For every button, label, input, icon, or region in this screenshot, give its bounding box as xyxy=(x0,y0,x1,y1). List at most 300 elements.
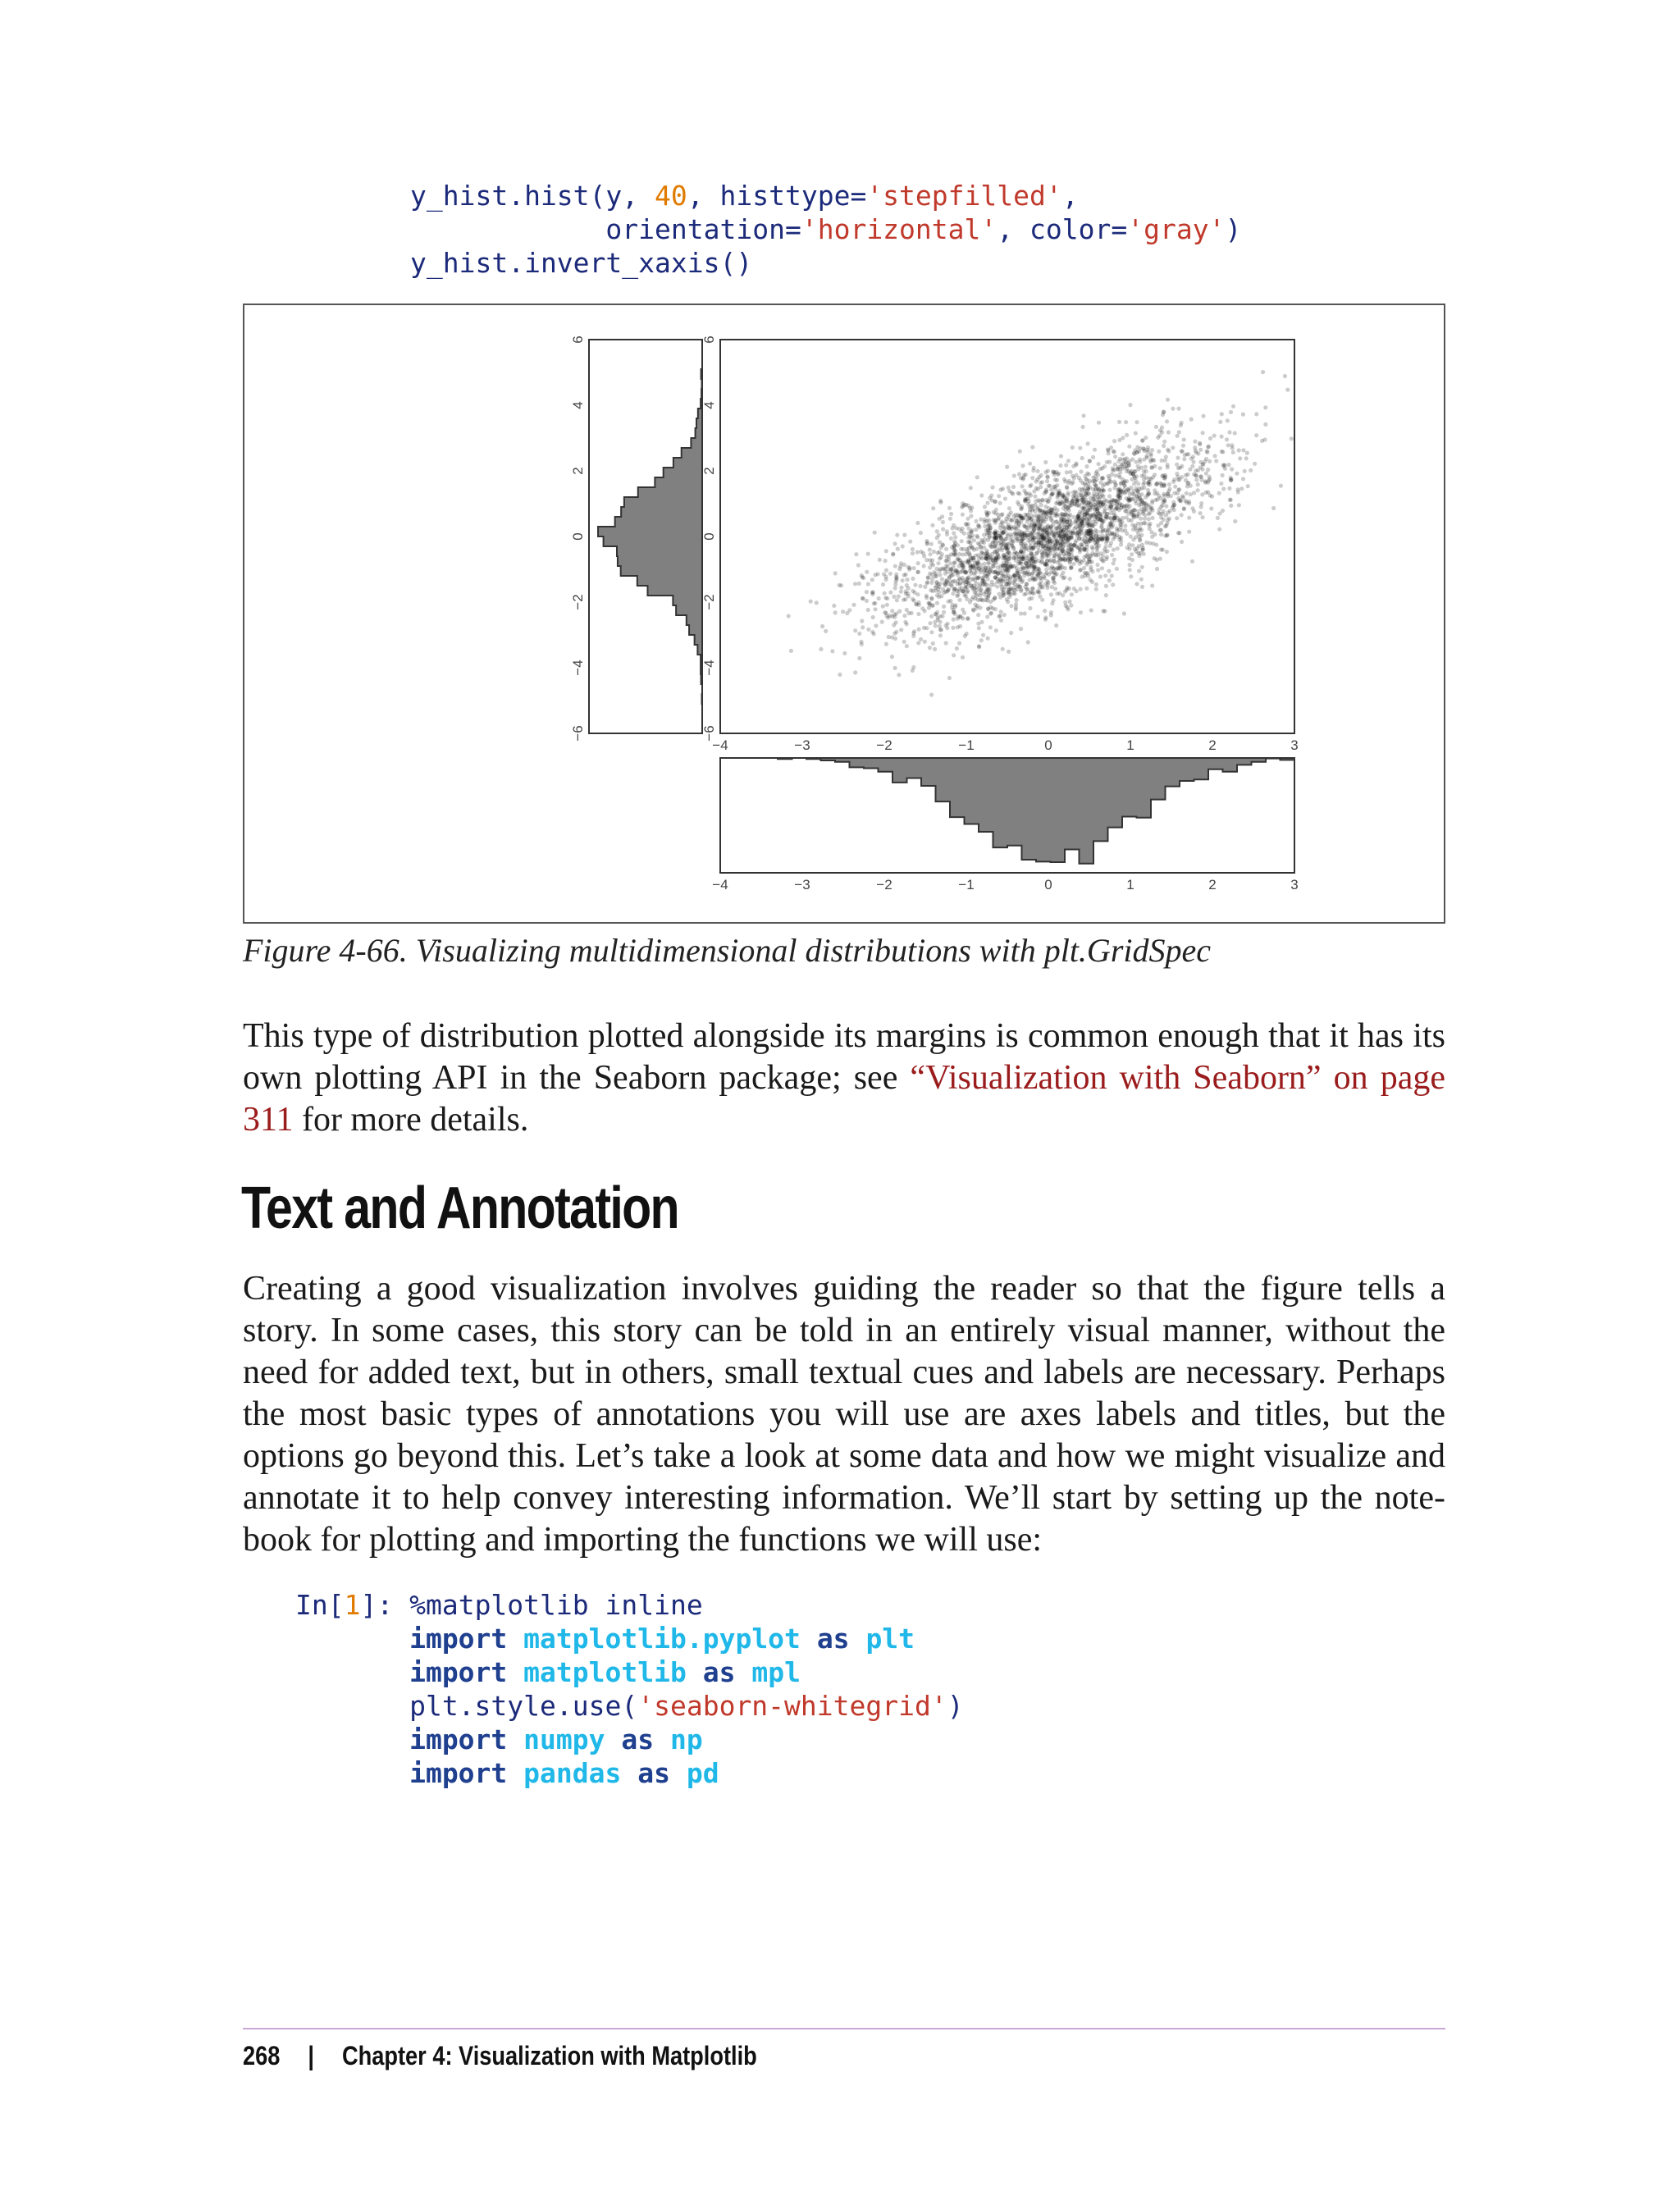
scatter-point xyxy=(1110,508,1114,512)
scatter-point xyxy=(947,600,951,604)
scatter-point xyxy=(998,568,1002,573)
scatter-point xyxy=(1058,463,1062,468)
scatter-point xyxy=(1044,535,1048,539)
scatter-point xyxy=(1089,503,1093,507)
scatter-point xyxy=(1008,537,1012,541)
scatter-point xyxy=(1049,610,1053,614)
scatter-point xyxy=(982,592,986,596)
scatter-point xyxy=(971,595,975,599)
scatter-point xyxy=(1103,573,1107,578)
scatter-point xyxy=(1084,554,1089,558)
scatter-point xyxy=(1122,611,1126,615)
scatter-point xyxy=(1116,518,1121,523)
scatter-point xyxy=(952,612,956,616)
scatter-point xyxy=(1161,548,1165,552)
scatter-point xyxy=(1012,564,1016,568)
scatter-point xyxy=(1078,547,1082,551)
scatter-panel xyxy=(701,336,1358,753)
scatter-point xyxy=(1070,553,1074,557)
scatter-point xyxy=(953,605,957,609)
scatter-point xyxy=(1198,475,1203,479)
scatter-point xyxy=(1032,519,1036,523)
y-tick-label: 0 xyxy=(570,532,586,541)
scatter-point xyxy=(1089,568,1093,572)
code-indent xyxy=(295,1690,409,1722)
scatter-point xyxy=(1001,647,1005,651)
scatter-point xyxy=(994,628,998,632)
scatter-point xyxy=(1145,455,1149,459)
scatter-point xyxy=(1089,555,1093,559)
scatter-point xyxy=(959,547,963,551)
scatter-point xyxy=(1015,598,1019,602)
scatter-point xyxy=(833,571,838,575)
scatter-point xyxy=(1104,593,1108,597)
scatter-point xyxy=(1128,546,1132,550)
scatter-point xyxy=(892,632,897,636)
scatter-point xyxy=(1143,517,1147,521)
scatter-point xyxy=(1043,531,1047,535)
scatter-point xyxy=(1036,573,1040,577)
scatter-point xyxy=(1157,433,1162,437)
scatter-point xyxy=(1180,450,1185,454)
scatter-point xyxy=(1053,506,1057,510)
scatter-point xyxy=(1082,559,1086,563)
scatter-point xyxy=(884,568,888,573)
scatter-point xyxy=(1112,439,1116,443)
scatter-point xyxy=(1200,468,1204,472)
scatter-point xyxy=(969,541,973,545)
scatter-point xyxy=(1153,532,1157,536)
scatter-point xyxy=(1124,420,1128,424)
scatter-point xyxy=(1189,484,1193,488)
scatter-point xyxy=(1239,486,1244,491)
scatter-point xyxy=(1263,422,1267,427)
scatter-point xyxy=(1112,480,1116,484)
scatter-point xyxy=(885,596,889,600)
scatter-point xyxy=(819,647,823,651)
scatter-point xyxy=(1098,481,1102,485)
scatter-point xyxy=(971,577,975,581)
scatter-point xyxy=(1095,529,1099,533)
scatter-point xyxy=(1079,587,1083,591)
scatter-point xyxy=(820,624,824,628)
scatter-point xyxy=(1109,541,1113,545)
scatter-point xyxy=(888,591,892,595)
scatter-point xyxy=(1228,498,1232,502)
scatter-point xyxy=(1074,463,1078,467)
scatter-point xyxy=(992,510,996,514)
scatter-point xyxy=(1206,445,1210,450)
scatter-point xyxy=(923,640,927,644)
scatter-point xyxy=(1065,470,1069,474)
scatter-point xyxy=(1139,517,1143,521)
scatter-point xyxy=(955,594,959,598)
scatter-point xyxy=(1063,558,1067,562)
scatter-point xyxy=(1100,534,1104,538)
code-keyword: as xyxy=(621,1723,655,1755)
scatter-point xyxy=(890,614,894,619)
scatter-point xyxy=(979,597,984,601)
y-tick-label: −6 xyxy=(570,725,586,742)
scatter-point xyxy=(1171,445,1175,450)
scatter-point xyxy=(1150,448,1154,452)
scatter-point xyxy=(921,551,925,555)
scatter-point xyxy=(1172,491,1176,495)
scatter-point xyxy=(947,506,952,510)
scatter-point xyxy=(1052,575,1056,579)
scatter-point xyxy=(929,630,934,634)
scatter-point xyxy=(970,505,974,509)
scatter-point xyxy=(1030,476,1034,480)
scatter-point xyxy=(913,583,917,587)
scatter-point xyxy=(1080,456,1084,460)
scatter-point xyxy=(902,563,906,567)
scatter-point xyxy=(957,641,961,646)
scatter-point xyxy=(1016,502,1020,506)
scatter-point xyxy=(886,615,890,619)
scatter-point xyxy=(1046,525,1050,529)
scatter-point xyxy=(914,602,918,606)
scatter-point xyxy=(1055,572,1059,576)
scatter-point xyxy=(1139,522,1143,526)
scatter-point xyxy=(1027,597,1031,601)
scatter-point xyxy=(1166,494,1170,498)
scatter-point xyxy=(983,504,987,509)
code-prompt-number: 1 xyxy=(344,1589,361,1621)
scatter-point xyxy=(966,616,970,620)
scatter-point xyxy=(1190,559,1194,564)
scatter-point xyxy=(1121,452,1125,456)
scatter-point xyxy=(1199,501,1203,505)
scatter-point xyxy=(1044,568,1048,572)
paragraph-text: for more details. xyxy=(293,1101,529,1139)
seaborn-cross-reference-link[interactable]: “Visualization with Seaborn” on page 311 xyxy=(243,1059,1445,1139)
scatter-point xyxy=(1045,479,1049,483)
scatter-point xyxy=(1181,444,1185,448)
scatter-point xyxy=(974,554,978,558)
scatter-point xyxy=(957,598,961,602)
scatter-point xyxy=(1016,532,1020,536)
scatter-point xyxy=(1204,491,1208,495)
scatter-point xyxy=(1043,615,1048,619)
scatter-point xyxy=(949,536,953,541)
scatter-point xyxy=(1226,443,1230,447)
scatter-point xyxy=(1155,567,1159,571)
scatter-point xyxy=(1111,582,1115,587)
scatter-point xyxy=(1233,431,1237,435)
code-module: numpy xyxy=(523,1723,605,1755)
code-string: 'stepfilled' xyxy=(866,180,1062,212)
scatter-point xyxy=(998,526,1002,530)
scatter-point xyxy=(1194,473,1198,477)
scatter-point xyxy=(1051,519,1055,523)
scatter-point xyxy=(1185,491,1189,495)
scatter-point xyxy=(1115,567,1119,571)
scatter-point xyxy=(979,570,983,574)
scatter-point xyxy=(1068,542,1072,546)
scatter-point xyxy=(1128,568,1132,572)
scatter-point xyxy=(928,572,932,576)
scatter-point xyxy=(911,634,915,638)
scatter-point xyxy=(917,628,921,632)
code-prompt: In[ xyxy=(295,1589,345,1621)
scatter-point xyxy=(1031,468,1035,472)
scatter-point xyxy=(1110,573,1114,578)
scatter-point xyxy=(1254,412,1258,416)
scatter-point xyxy=(896,547,900,551)
scatter-point xyxy=(1193,440,1197,444)
scatter-point xyxy=(991,486,995,490)
scatter-point xyxy=(994,555,998,559)
scatter-point xyxy=(1098,467,1102,471)
scatter-point xyxy=(1048,484,1052,488)
scatter-point xyxy=(1139,578,1144,582)
scatter-point xyxy=(995,585,999,589)
scatter-point xyxy=(1196,488,1200,492)
scatter-point xyxy=(1012,473,1016,477)
scatter-point xyxy=(1107,494,1112,498)
scatter-point xyxy=(1028,509,1032,514)
scatter-point xyxy=(902,533,906,537)
scatter-point xyxy=(861,625,865,629)
scatter-point xyxy=(934,623,938,628)
scatter-point xyxy=(1026,640,1030,644)
scatter-point xyxy=(865,570,869,574)
y-histogram-steps xyxy=(598,340,702,733)
scatter-point xyxy=(1116,465,1121,469)
scatter-point xyxy=(1144,476,1148,480)
scatter-point xyxy=(942,610,946,614)
scatter-point xyxy=(884,642,888,646)
scatter-point xyxy=(924,581,929,585)
scatter-point xyxy=(1096,511,1100,515)
scatter-point xyxy=(1019,559,1023,564)
scatter-point xyxy=(1091,455,1095,459)
scatter-point xyxy=(993,521,998,525)
scatter-point xyxy=(1020,578,1025,582)
paragraph-annotation-intro: Creating a good visualization involves guiding the reader so that the figure tells a story. In some cases, this story can be told in an entirely visual manner, without the need for added text, but in others, small textual cues and labels are necessary. Perhaps the most basic types of annotations you will use are axes labels and titles, but the options go beyond this. Let’s take a look at some data and how we might visualize and annotate it to help convey interesting information. We’ll start by setting up the notebook for plotting and importing the functions we will use: xyxy=(243,1270,1445,1559)
scatter-point xyxy=(940,577,944,581)
scatter-point xyxy=(976,598,980,602)
scatter-point xyxy=(1003,555,1007,559)
scatter-point xyxy=(1230,443,1234,447)
scatter-point xyxy=(1054,530,1058,534)
scatter-point xyxy=(936,561,940,565)
scatter-point xyxy=(998,534,1002,538)
scatter-point xyxy=(1123,465,1127,469)
scatter-point xyxy=(963,585,967,589)
x-tick-label: 0 xyxy=(1044,737,1052,753)
scatter-point xyxy=(1076,499,1080,503)
scatter-point xyxy=(998,546,1002,550)
scatter-point xyxy=(1229,476,1233,480)
scatter-point xyxy=(1176,456,1180,460)
scatter-point xyxy=(1205,450,1209,454)
scatter-point xyxy=(953,552,957,556)
scatter-point xyxy=(966,581,970,585)
scatter-point xyxy=(952,560,956,564)
scatter-point xyxy=(934,588,938,592)
footer-separator: | xyxy=(308,2041,314,2070)
scatter-point xyxy=(1133,509,1137,513)
scatter-point xyxy=(1182,437,1186,441)
scatter-point xyxy=(1129,534,1133,538)
scatter-point xyxy=(1226,418,1230,422)
scatter-point xyxy=(905,608,909,612)
scatter-point xyxy=(943,623,947,628)
scatter-point xyxy=(968,554,972,558)
scatter-point xyxy=(1094,582,1098,587)
scatter-point xyxy=(1285,388,1290,392)
scatter-point xyxy=(1140,565,1144,569)
scatter-point xyxy=(870,578,874,582)
scatter-point xyxy=(936,616,940,620)
scatter-point xyxy=(915,592,920,596)
scatter-point xyxy=(1005,532,1009,536)
code-prompt: ]: xyxy=(360,1589,410,1621)
scatter-point xyxy=(1171,407,1175,411)
scatter-point xyxy=(1122,487,1126,491)
scatter-point xyxy=(1144,465,1148,469)
scatter-point xyxy=(1166,463,1170,467)
scatter-point xyxy=(934,612,938,616)
scatter-point xyxy=(897,567,902,571)
scatter-point xyxy=(929,542,934,546)
scatter-point xyxy=(1112,516,1116,520)
scatter-point xyxy=(1217,527,1221,532)
scatter-point xyxy=(1062,575,1066,579)
scatter-points xyxy=(787,370,1358,697)
scatter-point xyxy=(1010,491,1014,495)
scatter-point xyxy=(1007,587,1011,591)
scatter-point xyxy=(952,540,956,544)
scatter-point xyxy=(1116,494,1120,498)
scatter-point xyxy=(947,587,951,591)
scatter-point xyxy=(1011,546,1016,550)
scatter-point xyxy=(1187,530,1191,534)
y-tick-label: 2 xyxy=(701,467,717,475)
x-tick-label: −1 xyxy=(958,877,975,892)
scatter-point xyxy=(865,599,869,603)
scatter-point xyxy=(1057,591,1061,596)
scatter-point xyxy=(1019,589,1023,593)
scatter-point xyxy=(1129,486,1133,490)
scatter-point xyxy=(1011,485,1016,489)
x-histogram-steps xyxy=(720,758,1294,864)
scatter-point xyxy=(1142,509,1146,513)
scatter-point xyxy=(957,527,961,531)
scatter-point xyxy=(980,551,984,555)
scatter-point xyxy=(1162,509,1166,514)
scatter-point xyxy=(999,619,1003,623)
scatter-point xyxy=(1100,521,1104,525)
code-keyword: import xyxy=(409,1723,508,1755)
scatter-point xyxy=(866,608,870,612)
scatter-point xyxy=(925,542,929,546)
scatter-point xyxy=(1261,370,1265,374)
scatter-point xyxy=(944,641,948,645)
code-text: y_hist.hist(y, xyxy=(410,180,655,212)
scatter-point xyxy=(1094,543,1098,547)
x-tick-label: −3 xyxy=(794,877,810,892)
scatter-point xyxy=(1162,483,1166,487)
scatter-point xyxy=(938,633,943,637)
scatter-point xyxy=(1162,440,1166,444)
scatter-point xyxy=(995,577,999,581)
scatter-point xyxy=(892,623,896,627)
y-histogram-panel xyxy=(570,336,702,741)
scatter-point xyxy=(1116,546,1120,550)
scatter-point xyxy=(1087,559,1091,564)
code-alias: np xyxy=(670,1723,703,1755)
x-tick-label: −2 xyxy=(876,737,892,753)
scatter-point xyxy=(1036,590,1040,594)
scatter-point xyxy=(1098,495,1102,499)
scatter-point xyxy=(1136,467,1140,471)
scatter-point xyxy=(1128,563,1132,567)
scatter-point xyxy=(892,541,897,546)
scatter-point xyxy=(1107,477,1112,481)
scatter-point xyxy=(1166,430,1171,434)
scatter-point xyxy=(1115,505,1119,509)
scatter-point xyxy=(922,564,926,568)
scatter-point xyxy=(1305,449,1309,453)
scatter-point xyxy=(994,561,998,565)
scatter-point xyxy=(1162,444,1166,448)
scatter-point xyxy=(993,596,997,600)
scatter-point xyxy=(1096,553,1100,557)
scatter-point xyxy=(1130,477,1134,482)
scatter-point xyxy=(1061,494,1065,498)
scatter-point xyxy=(1069,603,1073,607)
scatter-point xyxy=(1023,499,1027,503)
scatter-point xyxy=(911,577,915,581)
scatter-point xyxy=(1180,494,1185,498)
scatter-point xyxy=(1045,559,1049,563)
scatter-point xyxy=(958,577,962,581)
code-text: y_hist.invert_xaxis() xyxy=(410,247,753,279)
scatter-point xyxy=(1134,420,1139,424)
scatter-point xyxy=(936,582,940,587)
scatter-point xyxy=(1148,527,1152,531)
scatter-point xyxy=(1146,488,1150,492)
scatter-point xyxy=(1155,491,1159,495)
scatter-point xyxy=(951,591,955,596)
scatter-point xyxy=(871,615,875,619)
scatter-point xyxy=(1177,477,1181,482)
scatter-point xyxy=(1073,541,1077,545)
scatter-point xyxy=(938,624,942,628)
scatter-point xyxy=(1078,487,1082,491)
code-string: 'horizontal' xyxy=(801,213,998,245)
scatter-point xyxy=(1029,559,1034,563)
scatter-point xyxy=(1035,505,1039,509)
scatter-point xyxy=(1134,474,1139,478)
scatter-point xyxy=(1302,471,1306,475)
scatter-point xyxy=(1100,477,1104,481)
scatter-point xyxy=(1194,477,1198,482)
scatter-point xyxy=(1122,481,1126,485)
scatter-point xyxy=(1127,445,1131,449)
scatter-point xyxy=(1088,459,1092,463)
scatter-point xyxy=(930,523,934,527)
scatter-point xyxy=(1021,477,1025,482)
scatter-point xyxy=(1016,571,1020,575)
scatter-point xyxy=(1070,592,1074,596)
scatter-point xyxy=(1148,458,1153,462)
section-title: Text and Annotation xyxy=(241,1176,678,1241)
scatter-point xyxy=(1221,473,1225,477)
